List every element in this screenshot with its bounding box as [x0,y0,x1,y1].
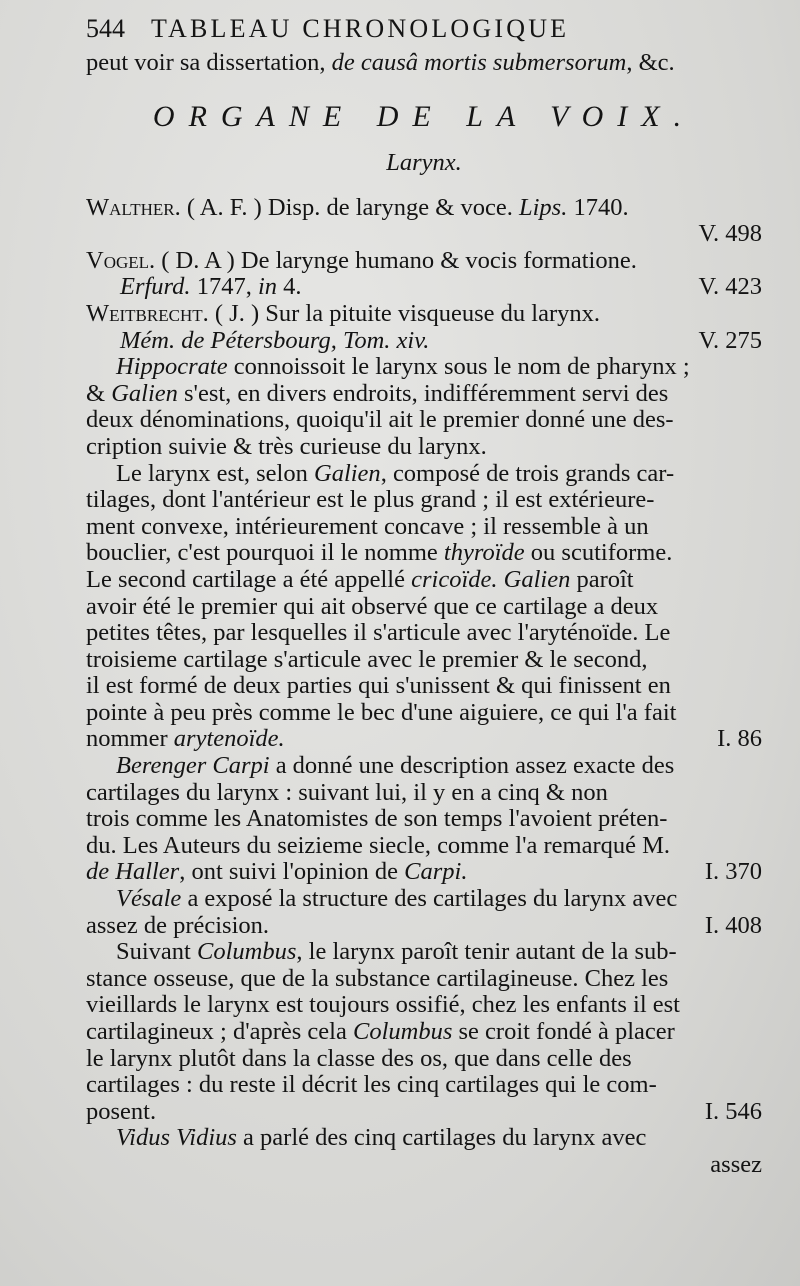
paragraph-line: cartilagineux ; d'après cela Columbus se croit fondé à placer [86,1018,675,1045]
paragraph-line: Berenger Carpi a donné une description assez exacte des [116,752,675,780]
paragraph-line: cartilages du larynx : suivant lui, il y en a cinq & non [86,778,608,806]
volume-reference: I. 370 [704,858,762,886]
bib-entry-walther: Walther. ( A. F. ) Disp. de larynge & voce. Lips. 1740. [86,193,629,221]
paragraph-line: stance osseuse, que de la substance cartilagineuse. Chez les [86,964,669,992]
section-subtitle: Larynx. [386,148,462,176]
bib-entry-vogel-cont: Erfurd. 1747, in 4. V. 423 [120,273,762,301]
paragraph-line: Le larynx est, selon Galien, composé de trois grands car- [116,459,675,487]
paragraph-line: assez de précision. I. 408 [86,911,762,939]
volume-reference: I. 86 [717,725,762,753]
bib-reference-line [86,221,762,248]
page-text [86,16,762,1179]
catchword-line [86,1152,762,1179]
section-title: ORGANE DE LA VOIX. [152,99,696,133]
paragraph-line: petites têtes, par lesquelles il s'articule avec l'aryténoïde. Le [86,619,671,647]
paragraph-line: Le second cartilage a été appellé cricoïde. Galien paroît [86,565,634,593]
paragraph-line: pointe à peu près comme le bec d'une aiguiere, ce qui l'a fait [86,698,677,726]
running-title: TABLEAU CHRONOLOGIQUE [151,14,570,43]
bib-entry-vogel: Vogel. ( D. A ) De larynge humano & vocis formatione. [86,246,637,274]
paragraph-line: bouclier, c'est pourquoi il le nomme thyroïde ou scutiforme. [86,539,673,567]
paragraph-line: Suivant Columbus, le larynx paroît tenir autant de la sub- [116,938,677,966]
page-number: 544 [86,14,125,43]
paragraph-line: cartilages : du reste il décrit les cinq cartilages qui le com- [86,1071,657,1099]
catchword: assez [710,1150,762,1178]
volume-reference: V. 423 [698,273,762,301]
paragraph-line: de Haller, ont suivi l'opinion de Carpi. I. 370 [86,858,762,886]
running-header [86,16,762,46]
volume-reference: V. 498 [698,220,762,248]
paragraph-line: le larynx plutôt dans la classe des os, que dans celle des [86,1044,632,1072]
paragraph-line: & Galien s'est, en divers endroits, indifféremment servi des [86,379,669,407]
volume-reference: I. 546 [704,1097,762,1125]
paragraph-line: nommer arytenoïde. I. 86 [86,725,762,753]
paragraph-line: trois comme les Anatomistes de son temps l'avoient préten- [86,805,668,833]
paragraph-line: Hippocrate connoissoit le larynx sous le nom de pharynx ; [116,353,690,381]
paragraph-line: avoir été le premier qui ait observé que ce cartilage a deux [86,592,659,620]
paragraph-line: il est formé de deux parties qui s'unissent & qui finissent en [86,672,671,700]
paragraph-line: troisieme cartilage s'articule avec le premier & le second, [86,645,648,673]
volume-reference: I. 408 [704,911,762,939]
bib-entry-weitbrecht: Weitbrecht. ( J. ) Sur la pituite visqueuse du larynx. [86,299,601,327]
bib-entry-weitbrecht-cont: Mém. de Pétersbourg, Tom. xiv. V. 275 [120,326,762,354]
paragraph-line: vieillards le larynx est toujours ossifié, chez les enfants il est [86,991,680,1019]
paragraph-line: deux dénominations, quoiqu'il ait le premier donné une des- [86,406,674,434]
paragraph-line: du. Les Auteurs du seizieme siecle, comme l'a remarqué M. [86,831,671,859]
paragraph-line: posent. I. 546 [86,1097,762,1125]
volume-reference: V. 275 [698,326,762,354]
paragraph-line: Vidus Vidius a parlé des cinq cartilages du larynx avec [116,1124,647,1152]
text-line: peut voir sa dissertation, de causâ mortis submersorum, &c. [86,49,675,76]
paragraph-line: ment convexe, intérieurement concave ; il ressemble à un [86,512,649,540]
paragraph-line: Vésale a exposé la structure des cartilages du larynx avec [116,885,678,913]
paragraph-line: tilages, dont l'antérieur est le plus grand ; il est extérieure- [86,486,655,514]
paragraph-line: cription suivie & très curieuse du larynx. [86,432,487,460]
